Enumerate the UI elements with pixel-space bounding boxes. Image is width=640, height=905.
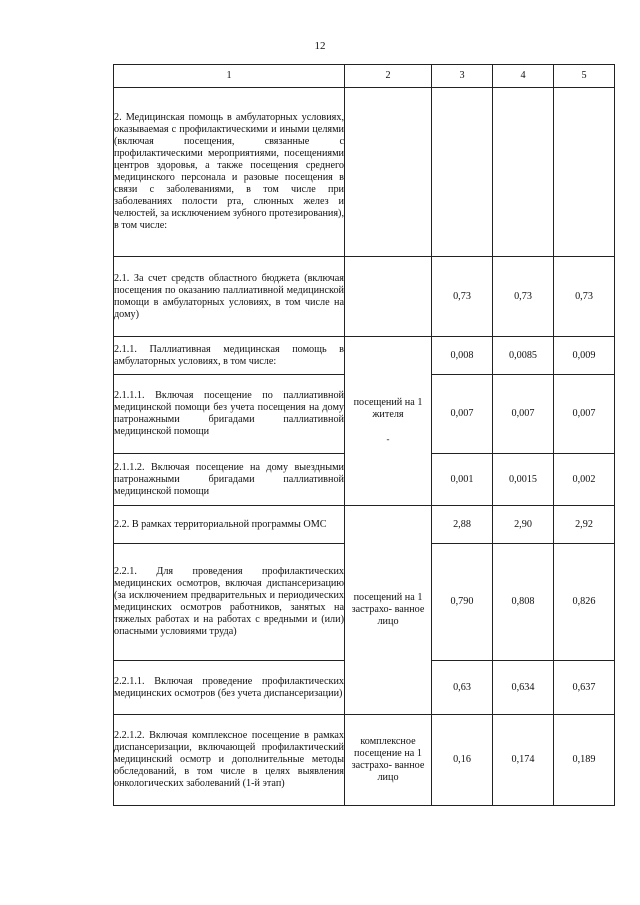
unit-label: посещений на 1 застрахо- ванное лицо — [351, 592, 425, 627]
value-cell: 0,001 — [432, 454, 493, 506]
value-cell: 0,189 — [554, 715, 615, 806]
value-cell: 0,16 — [432, 715, 493, 806]
unit-mark: - — [386, 434, 390, 444]
value-cell: 0,63 — [432, 661, 493, 715]
data-table — [113, 64, 615, 806]
column-header-2: 2 — [345, 65, 432, 88]
unit-label: посещений на 1 жителя — [353, 397, 423, 420]
value-cell: 0,637 — [554, 661, 615, 715]
value-cell: 0,007 — [493, 375, 554, 454]
column-header-1: 1 — [114, 65, 345, 88]
value-cell: 0,73 — [432, 257, 493, 337]
unit-cell — [345, 337, 432, 506]
table-row — [114, 337, 615, 375]
page-number: 12 — [314, 40, 326, 52]
unit-cell — [345, 88, 432, 257]
value-cell: 2,90 — [493, 506, 554, 544]
row-description: 2.1.1.1. Включая посещение по паллиативной медицинской помощи без учета посещения на дому патронажными бригадами паллиативной медицинской помощи — [114, 375, 345, 454]
unit-label: комплексное посещение на 1 застрахо- ванное лицо — [351, 736, 425, 783]
value-cell: 0,634 — [493, 661, 554, 715]
row-description: 2.2.1.2. Включая комплексное посещение в рамках диспансеризации, включающей профилактический медицинский осмотр и дополнительные методы обследований, в том числе в целях выявления онкологических заболеваний (1-й этап) — [114, 715, 345, 806]
unit-cell — [345, 257, 432, 337]
value-cell: 0,808 — [493, 544, 554, 661]
value-cell: 0,790 — [432, 544, 493, 661]
value-cell: 0,174 — [493, 715, 554, 806]
value-cell: 0,002 — [554, 454, 615, 506]
value-cell: 0,0085 — [493, 337, 554, 375]
row-description: 2.1.1. Паллиативная медицинская помощь в амбулаторных условиях, в том числе: — [114, 337, 345, 375]
value-cell: 0,007 — [554, 375, 615, 454]
value-cell — [493, 88, 554, 257]
value-cell: 0,008 — [432, 337, 493, 375]
table-row — [114, 506, 615, 544]
header-row — [114, 65, 615, 88]
value-cell: 2,88 — [432, 506, 493, 544]
value-cell — [554, 88, 615, 257]
row-description: 2.2.1.1. Включая проведение профилактических медицинских осмотров (без учета диспансеризации) — [114, 661, 345, 715]
row-description: 2.2.1. Для проведения профилактических медицинских осмотров, включая диспансеризацию (за исключением предварительных и периодических медицинских осмотров работников, занятых на тяжелых работах и на работах с вредными и (или) опасными условиями труда) — [114, 544, 345, 661]
row-description: 2. Медицинская помощь в амбулаторных условиях, оказываемая с профилактическими и иными целями (включая посещения, связанные с профилактическими мероприятиями, посещениями центров здоровья, а также посещения среднего медицинского персонала и разовые посещения в связи с заболеваниями, в том числе при заболеваниях полости рта, слюнных желез и челюстей, за исключением зубного протезирования), в том числе: — [114, 88, 345, 257]
value-cell: 0,73 — [493, 257, 554, 337]
value-cell — [432, 88, 493, 257]
row-description: 2.1. За счет средств областного бюджета (включая посещения по оказанию паллиативной медицинской помощи в амбулаторных условиях, в том числе на дому) — [114, 257, 345, 337]
value-cell: 2,92 — [554, 506, 615, 544]
row-description: 2.1.1.2. Включая посещение на дому выездными патронажными бригадами паллиативной медицинской помощи — [114, 454, 345, 506]
column-header-4: 4 — [493, 65, 554, 88]
value-cell: 0,007 — [432, 375, 493, 454]
unit-cell — [345, 715, 432, 806]
row-description: 2.2. В рамках территориальной программы ОМС — [114, 506, 345, 544]
value-cell: 0,0015 — [493, 454, 554, 506]
table-row — [114, 257, 615, 337]
column-header-3: 3 — [432, 65, 493, 88]
value-cell: 0,73 — [554, 257, 615, 337]
column-header-5: 5 — [554, 65, 615, 88]
value-cell: 0,826 — [554, 544, 615, 661]
table-row — [114, 715, 615, 806]
unit-cell — [345, 506, 432, 715]
table-row — [114, 88, 615, 257]
value-cell: 0,009 — [554, 337, 615, 375]
